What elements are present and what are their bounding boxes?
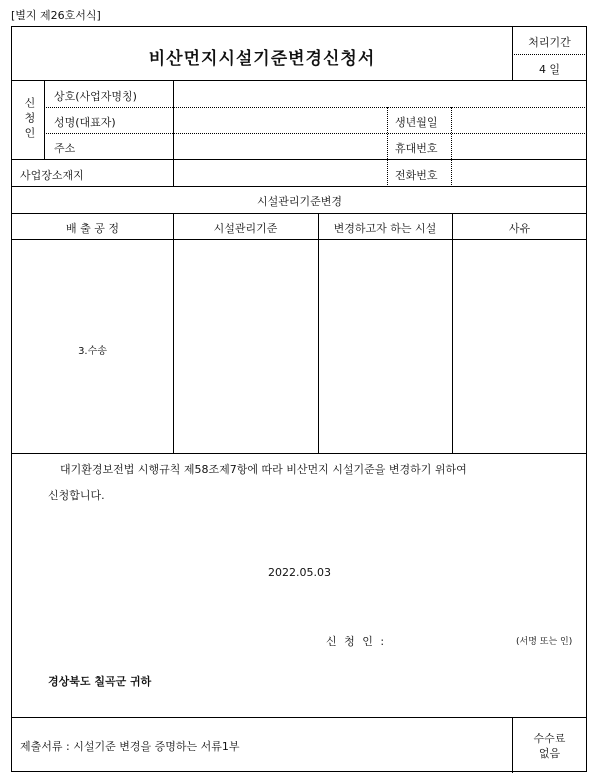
applicant-bottom-line: [12, 159, 587, 160]
right-value-divider: [451, 107, 452, 187]
header-process: 배 출 공 정: [66, 222, 119, 235]
name-label: 성명(대표자): [54, 116, 116, 129]
address-label: 주소: [54, 142, 76, 155]
footer-top-line: [12, 717, 587, 718]
processing-period-label: 처리기간: [528, 36, 571, 49]
phone-label: 전화번호: [395, 169, 438, 182]
label-value-divider: [173, 81, 174, 187]
form-title: 비산먼지시설기준변경신청서: [148, 49, 376, 69]
header-facility: 변경하고자 하는 시설: [333, 222, 437, 235]
company-label: 상호(사업자명칭): [54, 90, 137, 103]
process-value: 3.수송: [78, 346, 107, 357]
row-line-1: [44, 107, 587, 108]
col-divider-2: [318, 213, 319, 453]
birth-date-label: 생년월일: [395, 116, 438, 129]
header-bottom-line: [12, 239, 587, 240]
applicant-label-divider: [44, 81, 45, 159]
processing-divider: [512, 54, 587, 55]
applicant-section-label: 신청인: [23, 97, 36, 142]
mobile-label: 휴대번호: [395, 142, 438, 155]
row-line-2: [44, 133, 587, 134]
header-standard: 시설관리기준: [213, 222, 278, 235]
signature-label: 신 청 인 :: [326, 635, 387, 648]
site-address-label: 사업장소재지: [20, 169, 84, 182]
statement-line-1: 대기환경보전법 시행규칙 제58조제7항에 따라 비산먼지 시설기준을 변경하기 위하여: [60, 463, 467, 476]
col-divider-1: [173, 213, 174, 453]
site-bottom-line: [12, 186, 587, 187]
processing-period-value: 4 일: [538, 63, 561, 76]
recipient: 경상북도 칠곡군 귀하: [48, 675, 152, 688]
required-documents: 제출서류 : 시설기준 변경을 증명하는 서류1부: [20, 740, 240, 753]
signature-note: (서명 또는 인): [516, 637, 573, 647]
table-bottom-line: [12, 453, 587, 454]
fee-label: 수수료: [533, 732, 566, 745]
application-date: 2022.05.03: [268, 566, 331, 579]
title-bottom-line: [12, 80, 587, 81]
right-label-divider: [387, 107, 388, 187]
col-divider-3: [452, 213, 453, 453]
form-number: [별지 제26호서식]: [11, 9, 101, 22]
section-title-line: [12, 213, 587, 214]
fee-value: 없음: [538, 747, 561, 760]
change-section-title: 시설관리기준변경: [256, 195, 342, 208]
header-reason: 사유: [508, 222, 531, 235]
application-form: [11, 26, 587, 772]
statement-line-2: 신청합니다.: [48, 489, 105, 502]
